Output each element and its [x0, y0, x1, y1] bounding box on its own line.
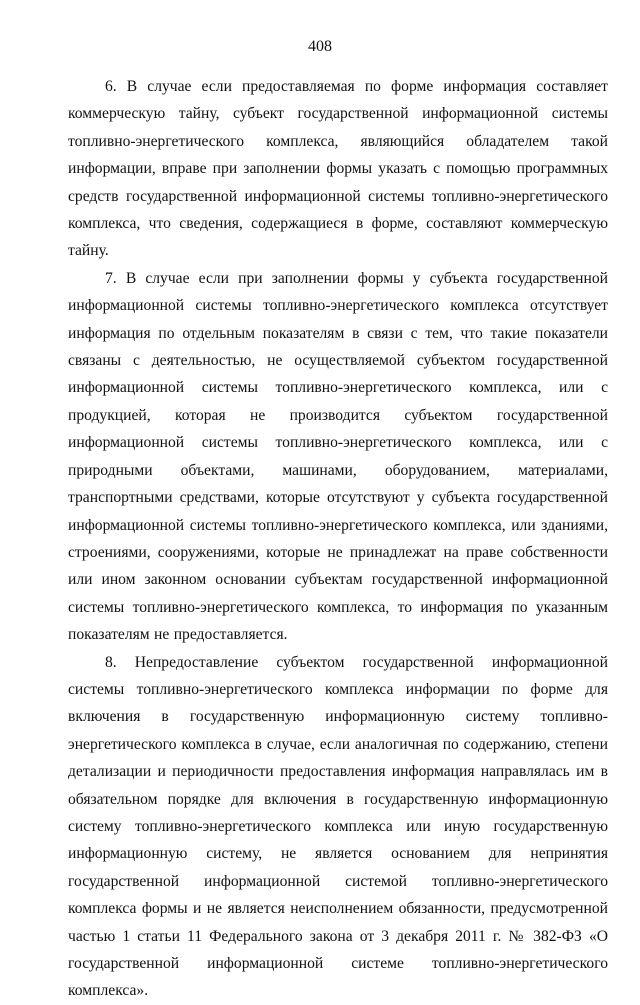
paragraph-6: 6. В случае если предоставляемая по форме информация составляет коммерческую тайну, субъект государственной информационной системы топливно-энергетического комплекса, являющийся обладателем такой информации, вправе при заполнении формы указать с помощью программных средств государственной информационной системы топливно-энергетического комплекса, что сведения, содержащиеся в форме, составляют коммерческую тайну.	[68, 78, 608, 260]
body-text	[68, 73, 608, 1005]
paragraph-8: 8. Непредоставление субъектом государственной информационной системы топливно-энергетического комплекса информации по форме для включения в государственную информационную систему топливно-энергетического комплекса в случае, если аналогичная по содержанию, степени детализации и периодичности предоставления информация направлялась им в обязательном порядке для включения в государственную информационную систему топливно-энергетического комплекса или иную государственную информационную систему, не является основанием для непринятия государственной информационной системой топливно-энергетического комплекса формы и не является неисполнением обязанности, предусмотренной частью 1 статьи 11 Федерального закона от 3 декабря 2011 г. № 382-ФЗ «О государственной информационной системе топливно-энергетического комплекса».	[68, 653, 608, 1000]
paragraph-7: 7. В случае если при заполнении формы у субъекта государственной информационной системы топливно-энергетического комплекса отсутствует информация по отдельным показателям в связи с тем, что такие показатели связаны с деятельностью, не осуществляемой субъектом государственной информационной системы топливно-энергетического комплекса, или с продукцией, которая не производится субъектом государственной информационной системы топливно-энергетического комплекса, или с природными объектами, машинами, оборудованием, материалами, транспортными средствами, которые отсутствуют у субъекта государственной информационной системы топливно-энергетического комплекса, или зданиями, строениями, сооружениями, которые не принадлежат на праве собственности или ином законном основании субъектам государственной информационной системы топливно-энергетического комплекса, то информация по указанным показателям не предоставляется.	[68, 269, 608, 644]
page-number: 408	[308, 38, 332, 55]
